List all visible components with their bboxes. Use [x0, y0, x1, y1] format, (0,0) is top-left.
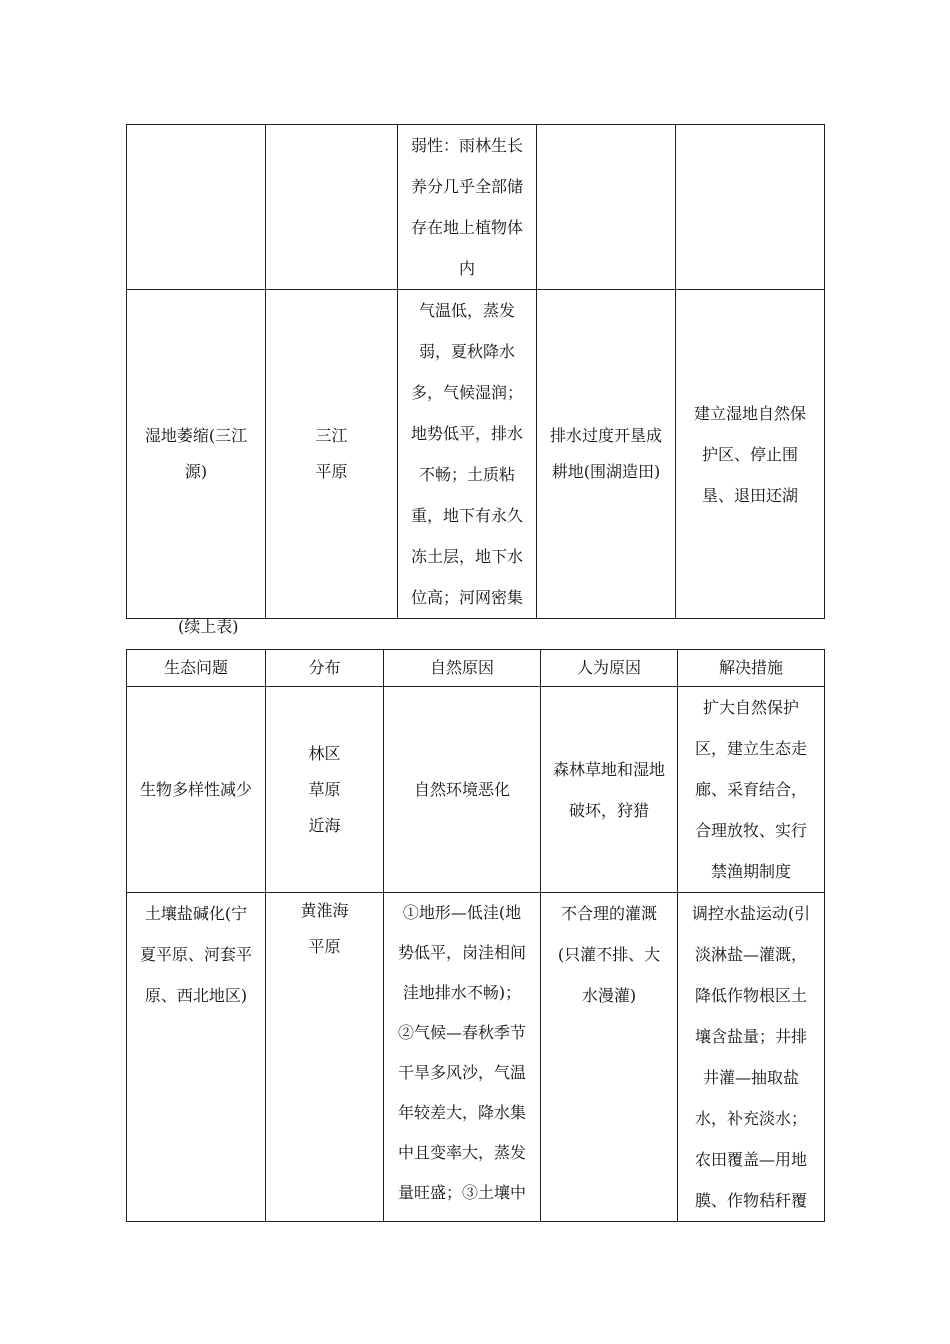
cell-distribution: 黄淮海 平原 [266, 893, 384, 1222]
cell-natural-cause: ①地形—低洼(地 势低平，岗洼相间 洼地排水不畅)； ②气候—春秋季节 干旱多风沙，气温 年较差大，降水集 中且变率大，蒸发 量旺盛；③土壤中 [384, 893, 541, 1222]
cell-distribution [266, 125, 398, 290]
cell-human-cause: 森林草地和湿地 破坏，狩猎 [541, 687, 678, 893]
header-distribution: 分布 [266, 650, 384, 687]
cell-natural-cause: 气温低，蒸发 弱，夏秋降水 多，气候湿润； 地势低平，排水 不畅；土质粘 重，地下有永久 冻土层，地下水 位高；河网密集 [398, 290, 537, 619]
cell-distribution: 三江 平原 [266, 290, 398, 619]
header-measures: 解决措施 [678, 650, 825, 687]
table-row [127, 893, 825, 1222]
header-human-cause: 人为原因 [541, 650, 678, 687]
cell-problem: 湿地萎缩(三江 源) [127, 290, 266, 619]
table-continued-top [126, 124, 825, 619]
cell-problem: 生物多样性减少 [127, 687, 266, 893]
cell-measures [676, 125, 825, 290]
cell-measures: 建立湿地自然保 护区、停止围 垦、退田还湖 [676, 290, 825, 619]
table-caption: (续上表) [178, 617, 239, 636]
cell-measures: 扩大自然保护 区，建立生态走 廊、采育结合， 合理放牧、实行 禁渔期制度 [678, 687, 825, 893]
table-ecological-problems [126, 649, 825, 1222]
table-row [127, 125, 825, 290]
cell-natural-cause: 自然环境恶化 [384, 687, 541, 893]
cell-human-cause [537, 125, 676, 290]
table-header-row [127, 650, 825, 687]
table-row [127, 290, 825, 619]
header-problem: 生态问题 [127, 650, 266, 687]
cell-natural-cause: 弱性：雨林生长 养分几乎全部储 存在地上植物体 内 [398, 125, 537, 290]
cell-human-cause: 不合理的灌溉 (只灌不排、大 水漫灌) [541, 893, 678, 1222]
cell-problem: 土壤盐碱化(宁 夏平原、河套平 原、西北地区) [127, 893, 266, 1222]
cell-human-cause: 排水过度开垦成 耕地(围湖造田) [537, 290, 676, 619]
cell-distribution: 林区 草原 近海 [266, 687, 384, 893]
cell-measures: 调控水盐运动(引 淡淋盐—灌溉， 降低作物根区土 壤含盐量；井排 井灌—抽取盐 水，补充淡水； 农田覆盖—用地 膜、作物秸秆覆 [678, 893, 825, 1222]
cell-problem [127, 125, 266, 290]
table-row [127, 687, 825, 893]
header-natural-cause: 自然原因 [384, 650, 541, 687]
